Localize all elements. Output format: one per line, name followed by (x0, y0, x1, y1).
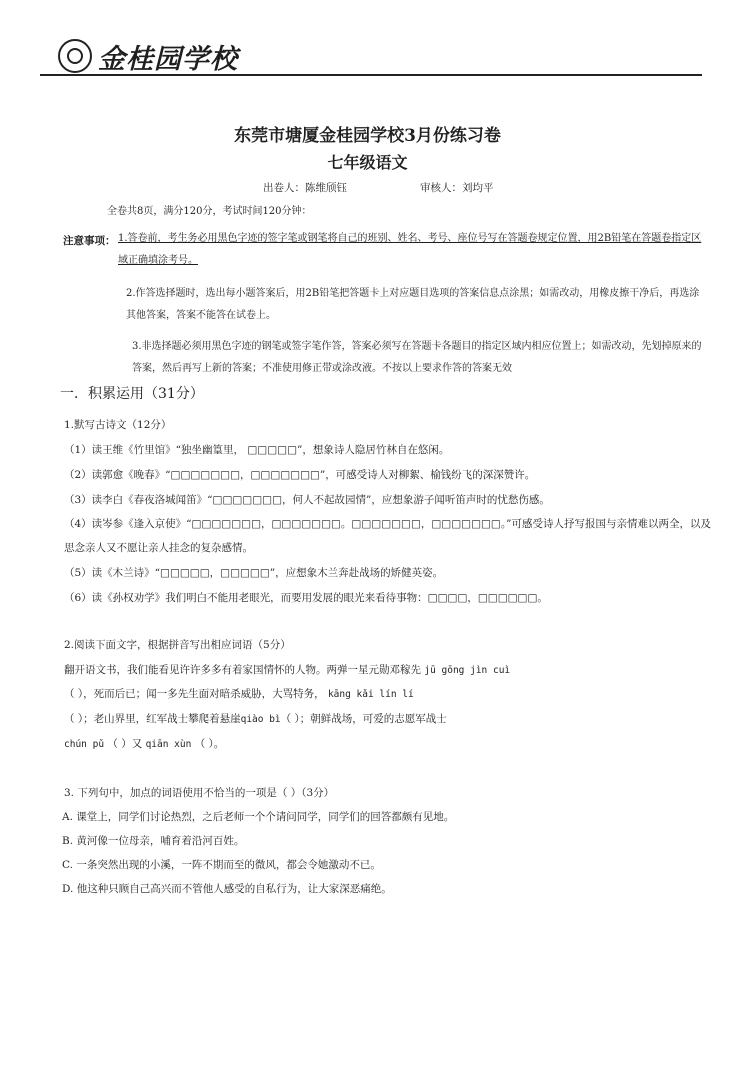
setter-name: 出卷人：陈维颀钰 (263, 182, 347, 194)
school-header (58, 38, 238, 74)
question-2-text: （ ）；朝鲜战场，可爱的志愿军战士 (280, 713, 447, 725)
option-a: A. 课堂上，同学们讨论热烈，之后老师一个个请问同学，同学们的回答都颇有见地。 (62, 811, 455, 823)
question-2-line (64, 686, 414, 701)
question-2-text: 翻开语文书，我们能看见许许多多有着家国情怀的人物。两弹一星元勋邓稼先 (64, 664, 421, 676)
pinyin-prompt: kāng kǎi lín lí (327, 689, 414, 700)
exam-info: 全卷共8页，满分120分，考试时间120分钟： (107, 206, 312, 217)
exam-title: 东莞市塘厦金桂园学校3月份练习卷 (234, 126, 501, 146)
option-c: C. 一条突然出现的小溪，一阵不期而至的微风，都会令她激动不已。 (62, 859, 381, 871)
pinyin-prompt: jū gōng jìn cuì (424, 665, 511, 676)
question-1-item: （3）读李白《春夜洛城闻笛》“□□□□□□□，何人不起故园情”，应想象游子闻听笛声时的忧愁伤感。 (64, 494, 550, 506)
question-1-item: （4）读岑参《逢入京使》“□□□□□□□，□□□□□□□。□□□□□□□，□□□□□□□。”可感受诗人抒写报国与亲情难以两全，以及思念亲人又不愿让亲人挂念的复杂感情。 (64, 518, 711, 554)
reviewer-name: 审核人：刘均平 (420, 182, 494, 194)
option-b: B. 黄河像一位母亲，哺育着沿河百姓。 (62, 835, 245, 847)
note-item: 2.作答选择题时，选出每小题答案后，用2B铅笔把答题卡上对应题目选项的答案信息点涂黑；如需改动，用橡皮擦干净后，再选涂其他答案，答案不能答在试卷上。 (126, 288, 700, 321)
note-text: 1.答卷前，考生务必用黑色字迹的签字笔或钢笔将自己的班别、姓名、考号、座位号写在答题卷规定位置，用2B铅笔在答题卷指定区域正确填涂考号。 (118, 233, 702, 266)
school-name: 金桂园学校 (98, 43, 238, 75)
pinyin-prompt: qiào bì (240, 714, 281, 725)
pinyin-prompt: qiān xùn (145, 739, 192, 750)
notes-label: 注意事项： (63, 235, 116, 247)
note-item: 3.非选择题必须用黑色字迹的钢笔或签字笔作答，答案必须写在答题卡各题目的指定区域内相应位置上；如需改动，先划掉原来的答案，然后再写上新的答案；不准使用修正带或涂改液。不按以上要求作答的答案无效 (132, 341, 702, 374)
question-2-line (64, 711, 447, 726)
exam-subtitle: 七年级语文 (327, 153, 408, 172)
question-1-item: （2）读郭愈《晚春》“□□□□□□□，□□□□□□□”，可感受诗人对柳絮、榆钱纷飞的深深赞许。 (64, 469, 536, 481)
question-1-item: （5）读《木兰诗》“□□□□□，□□□□□”，应想象木兰奔赴战场的矫健英姿。 (64, 567, 444, 579)
school-logo-icon (58, 39, 92, 73)
question-3-title: 3. 下列句中，加点的词语使用不恰当的一项是（ ）（3分） (64, 787, 335, 799)
question-2-text: （ ）。 (194, 738, 225, 750)
question-2-line (64, 662, 510, 677)
question-2-text: （ ）；老山界里，红军战士攀爬着悬崖 (64, 713, 241, 725)
pinyin-prompt: chún pǔ (64, 739, 105, 750)
note-item (118, 228, 708, 272)
question-1-title: 1.默写古诗文（12分） (64, 419, 172, 431)
question-1-item: （6）读《孙权劝学》我们明白不能用老眼光，而要用发展的眼光来看待事物：□□□□，□□□□□□。 (64, 592, 548, 604)
option-d: D. 他这种只顾自己高兴而不管他人感受的自私行为，让大家深恶痛绝。 (62, 883, 392, 895)
header-divider (40, 74, 702, 76)
question-2-text: （ ），死而后已；闻一多先生面对暗杀威胁，大骂特务， (64, 688, 325, 700)
question-1-item: （1）读王维《竹里馆》“独坐幽篁里， □□□□□”，想象诗人隐居竹林自在悠闲。 (64, 444, 450, 456)
question-2-text: （ ）又 (107, 738, 143, 750)
question-2-line (64, 736, 224, 751)
section-heading: 一．积累运用（31分） (60, 386, 204, 402)
question-2-title: 2.阅读下面文字，根据拼音写出相应词语（5分） (64, 639, 291, 651)
